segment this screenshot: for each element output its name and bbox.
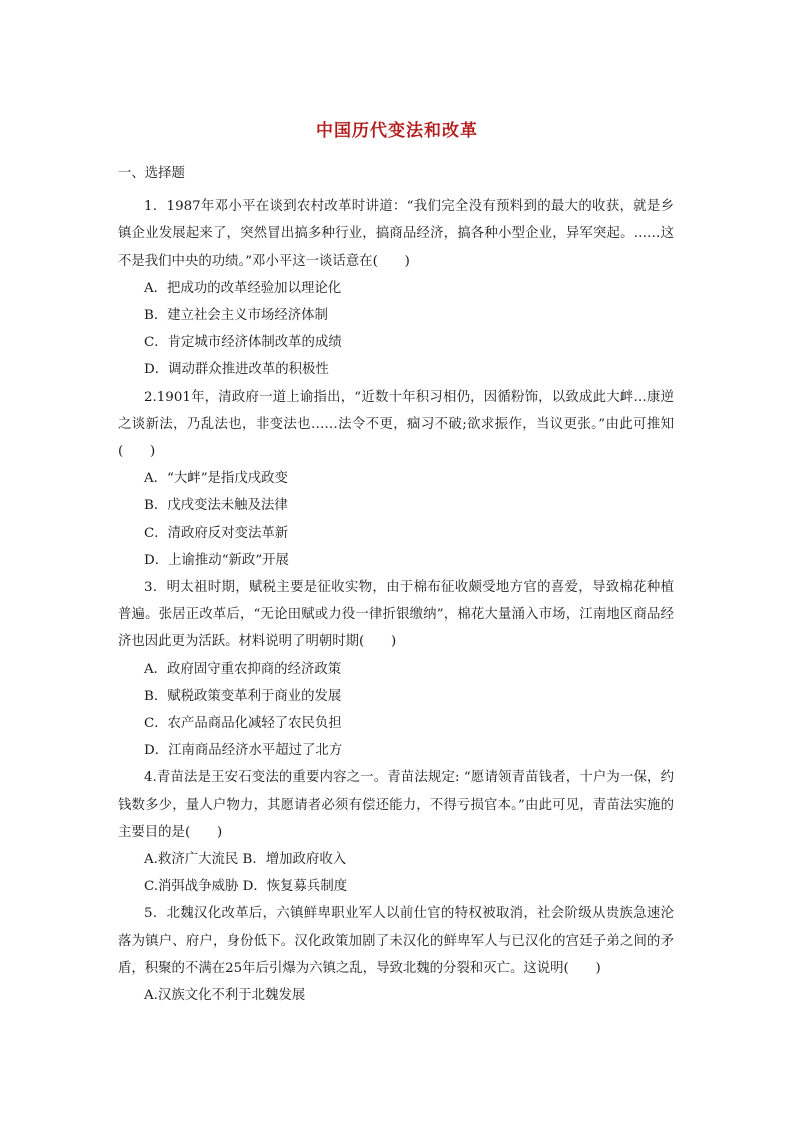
option-a: A．把成功的改革经验加以理论化 bbox=[144, 280, 342, 296]
question-stem: 3．明太祖时期，赋税主要是征收实物，由于棉布征收颇受地方官的喜爱，导致棉花种植普遍。张居正改革后，“无论田赋或力役一律折银缴纳”，棉花大量涌入市场，江南地区商品经济也因此更为活跃。材料说明了明朝时期( ) bbox=[118, 580, 674, 650]
option-ab: A.救济广大流民 B．增加政府收入 bbox=[144, 852, 347, 868]
option-a: A．“大衅”是指戊戌政变 bbox=[144, 471, 288, 487]
option-a: A.汉族文化不利于北魏发展 bbox=[144, 988, 306, 1004]
question-stem: 4.青苗法是王安石变法的重要内容之一。青苗法规定: “愿请领青苗钱者，十户为一保，约钱数多少，量人户物力，其愿请者必须有偿还能力，不得亏损官本。”由此可见，青苗法实施的主要目的是( ) bbox=[118, 770, 674, 840]
option-c: C．农产品商品化减轻了农民负担 bbox=[144, 716, 342, 732]
question-2 bbox=[118, 384, 674, 574]
question-stem: 5．北魏汉化改革后，六镇鲜卑职业军人以前仕官的特权被取消，社会阶级从贵族急速沦落为镇户、府户，身份低下。汉化政策加剧了未汉化的鲜卑军人与已汉化的宫廷子弟之间的矛盾，积聚的不满在25年后引爆为六镇之乱，导致北魏的分裂和灭亡。这说明( ) bbox=[118, 906, 674, 976]
question-5 bbox=[118, 900, 674, 1009]
question-4 bbox=[118, 764, 674, 900]
question-3 bbox=[118, 574, 674, 764]
option-c: C．肯定城市经济体制改革的成绩 bbox=[144, 335, 342, 351]
question-stem: 1．1987年邓小平在谈到农村改革时讲道：“我们完全没有预料到的最大的收获，就是乡镇企业发展起来了，突然冒出搞多种行业，搞商品经济，搞各种小型企业，异军突起。……这不是我们中央的功绩。”邓小平这一谈话意在( ) bbox=[118, 199, 674, 269]
option-b: B．建立社会主义市场经济体制 bbox=[144, 308, 328, 324]
question-list bbox=[118, 160, 674, 1009]
option-d: D．调动群众推进改革的积极性 bbox=[144, 362, 329, 378]
option-d: D．上谕推动“新政”开展 bbox=[144, 552, 289, 568]
option-c: C．清政府反对变法革新 bbox=[144, 525, 289, 541]
section-heading: 一、选择题 bbox=[118, 166, 185, 181]
option-cd: C.消弭战争威胁 D．恢复募兵制度 bbox=[144, 879, 348, 895]
question-stem: 2.1901年，清政府一道上谕指出，“近数十年积习相仍，因循粉饰，以致成此大衅…康逆之谈新法，乃乱法也，非变法也……法令不更，痼习不破;欲求振作，当议更张。”由此可推知( ) bbox=[118, 389, 674, 460]
option-b: B．赋税政策变革利于商业的发展 bbox=[144, 688, 342, 704]
document-title: 中国历代变法和改革 bbox=[316, 121, 478, 141]
question-1 bbox=[118, 193, 674, 383]
option-a: A．政府固守重农抑商的经济政策 bbox=[144, 661, 342, 677]
option-d: D．江南商品经济水平超过了北方 bbox=[144, 743, 343, 759]
option-b: B．戊戌变法未触及法律 bbox=[144, 498, 288, 514]
